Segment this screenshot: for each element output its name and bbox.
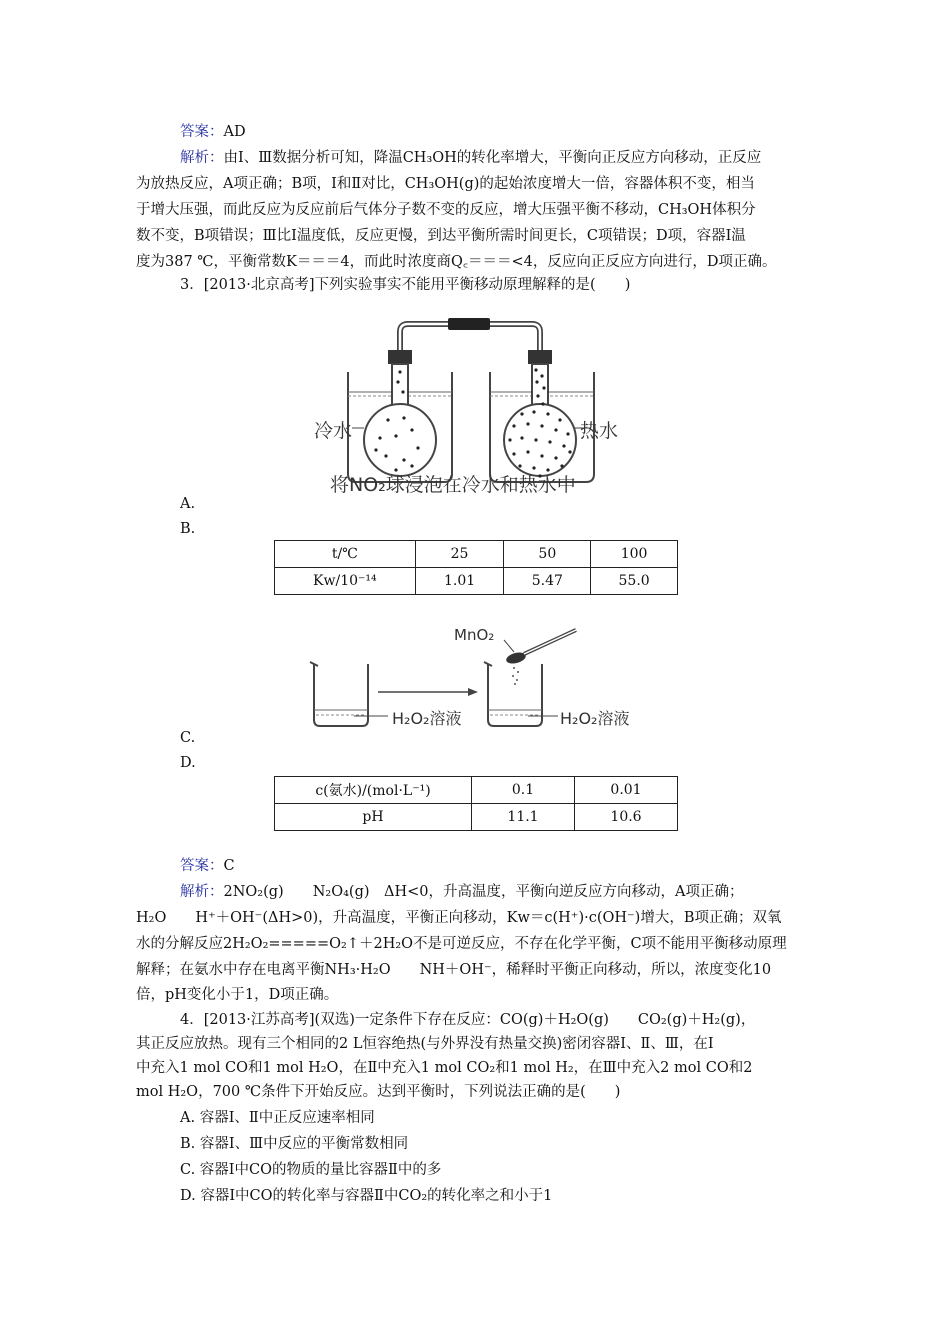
q4-option-c: C. 容器Ⅰ中CO的物质的量比容器Ⅱ中的多	[180, 1162, 442, 1178]
q3-answer-line	[180, 856, 235, 876]
q3-analysis-line-3: 水的分解反应2H₂O₂=====O₂↑＋2H₂O不是可逆反应，不存在化学平衡，C项不能用平衡移动原理	[136, 936, 787, 952]
analysis-label: 解析：	[180, 884, 224, 900]
mno2-label: MnO₂	[454, 626, 495, 644]
table-cell: 0.1	[472, 777, 575, 804]
table-cell: 10.6	[575, 804, 678, 831]
q3-analysis-line-4: 解释；在氨水中存在电离平衡NH₃·H₂O NH＋OH⁻，稀释时平衡正向移动，所以，浓度变化10	[136, 962, 772, 978]
q2-analysis-line-2: 为放热反应，A项正确；B项，Ⅰ和Ⅱ对比，CH₃OH(g)的起始浓度增大一倍，容器体积不变，相当	[136, 176, 755, 192]
q2-answer-line	[180, 122, 246, 142]
hot-water-label: 热水	[580, 420, 619, 442]
kw-table	[274, 540, 678, 595]
h2o2-right-label: H₂O₂溶液	[560, 709, 630, 728]
answer-label: 答案：	[180, 858, 224, 874]
table-cell: 5.47	[504, 568, 591, 595]
table-cell: 0.01	[575, 777, 678, 804]
cold-water-label: 冷水	[314, 420, 353, 442]
q3-analysis-line-5: 倍，pH变化小于1，D项正确。	[136, 987, 339, 1003]
option-b-label: B.	[180, 521, 196, 537]
table-row	[275, 777, 678, 804]
q4-option-d: D. 容器Ⅰ中CO的转化率与容器Ⅱ中CO₂的转化率之和小于1	[180, 1188, 553, 1204]
q4-stem-line-4: mol H₂O，700 ℃条件下开始反应。达到平衡时，下列说法正确的是( )	[136, 1084, 621, 1100]
q2-analysis-line-5: 度为387 ℃，平衡常数K＝＝＝4，而此时浓度商Q꜀＝＝＝<4，反应向正反应方向进行，D项正确。	[136, 254, 777, 270]
analysis-label: 解析：	[180, 150, 224, 166]
q3-stem: 3．[2013·北京高考]下列实验事实不能用平衡移动原理解释的是( )	[180, 277, 631, 293]
table-row	[275, 541, 678, 568]
table-row	[275, 804, 678, 831]
option-d-label: D.	[180, 755, 196, 771]
table-cell: 55.0	[591, 568, 678, 595]
table-cell: t/℃	[275, 541, 416, 568]
table-cell: 11.1	[472, 804, 575, 831]
table-cell: 100	[591, 541, 678, 568]
q4-stem-line-2: 其正反应放热。现有三个相同的2 L恒容绝热(与外界没有热量交换)密闭容器Ⅰ、Ⅱ、Ⅲ，在Ⅰ	[136, 1036, 714, 1052]
q4-stem-line-3: 中充入1 mol CO和1 mol H₂O，在Ⅱ中充入1 mol CO₂和1 mol H₂，在Ⅲ中充入2 mol CO和2	[136, 1060, 753, 1076]
q4-stem-line-1: 4．[2013·江苏高考](双选)一定条件下存在反应：CO(g)＋H₂O(g) CO₂(g)＋H₂(g)，	[180, 1012, 756, 1028]
answer-value: AD	[223, 124, 246, 140]
q4-option-a: A. 容器Ⅰ、Ⅱ中正反应速率相同	[180, 1110, 375, 1126]
table-cell: 50	[504, 541, 591, 568]
option-a-label: A.	[180, 496, 196, 512]
h2o2-left-label: H₂O₂溶液	[392, 709, 462, 728]
answer-label: 答案：	[180, 124, 224, 140]
ammonia-table	[274, 776, 678, 831]
table-cell: c(氨水)/(mol·L⁻¹)	[275, 777, 472, 804]
table-row	[275, 568, 678, 595]
table-cell: 1.01	[415, 568, 504, 595]
figure-a-caption: 将NO₂球浸泡在冷水和热水中	[330, 474, 576, 496]
table-cell: Kw/10⁻¹⁴	[275, 568, 416, 595]
q2-analysis-line-3: 于增大压强，而此反应为反应前后气体分子数不变的反应，增大压强平衡不移动，CH₃OH体积分	[136, 202, 756, 218]
q3-analysis-line-1: 解析：2NO₂(g) N₂O₄(g) ΔH<0，升高温度，平衡向逆反应方向移动，A项正确；	[180, 884, 744, 900]
table-cell: pH	[275, 804, 472, 831]
q2-analysis-line-4: 数不变，B项错误；Ⅲ比Ⅰ温度低，反应更慢，到达平衡所需时间更长，C项错误；D项，容器Ⅰ温	[136, 228, 746, 244]
q4-option-b: B. 容器Ⅰ、Ⅲ中反应的平衡常数相同	[180, 1136, 409, 1152]
q3-analysis-line-2: H₂O H⁺＋OH⁻(ΔH>0)，升高温度，平衡正向移动，Kw＝c(H⁺)·c(OH⁻)增大，B项正确；双氧	[136, 910, 782, 926]
option-c-label: C.	[180, 730, 196, 746]
answer-value: C	[223, 858, 235, 874]
table-cell: 25	[415, 541, 504, 568]
q2-analysis-line-1: 解析：由Ⅰ、Ⅲ数据分析可知，降温CH₃OH的转化率增大，平衡向正反应方向移动，正反应	[180, 150, 762, 166]
